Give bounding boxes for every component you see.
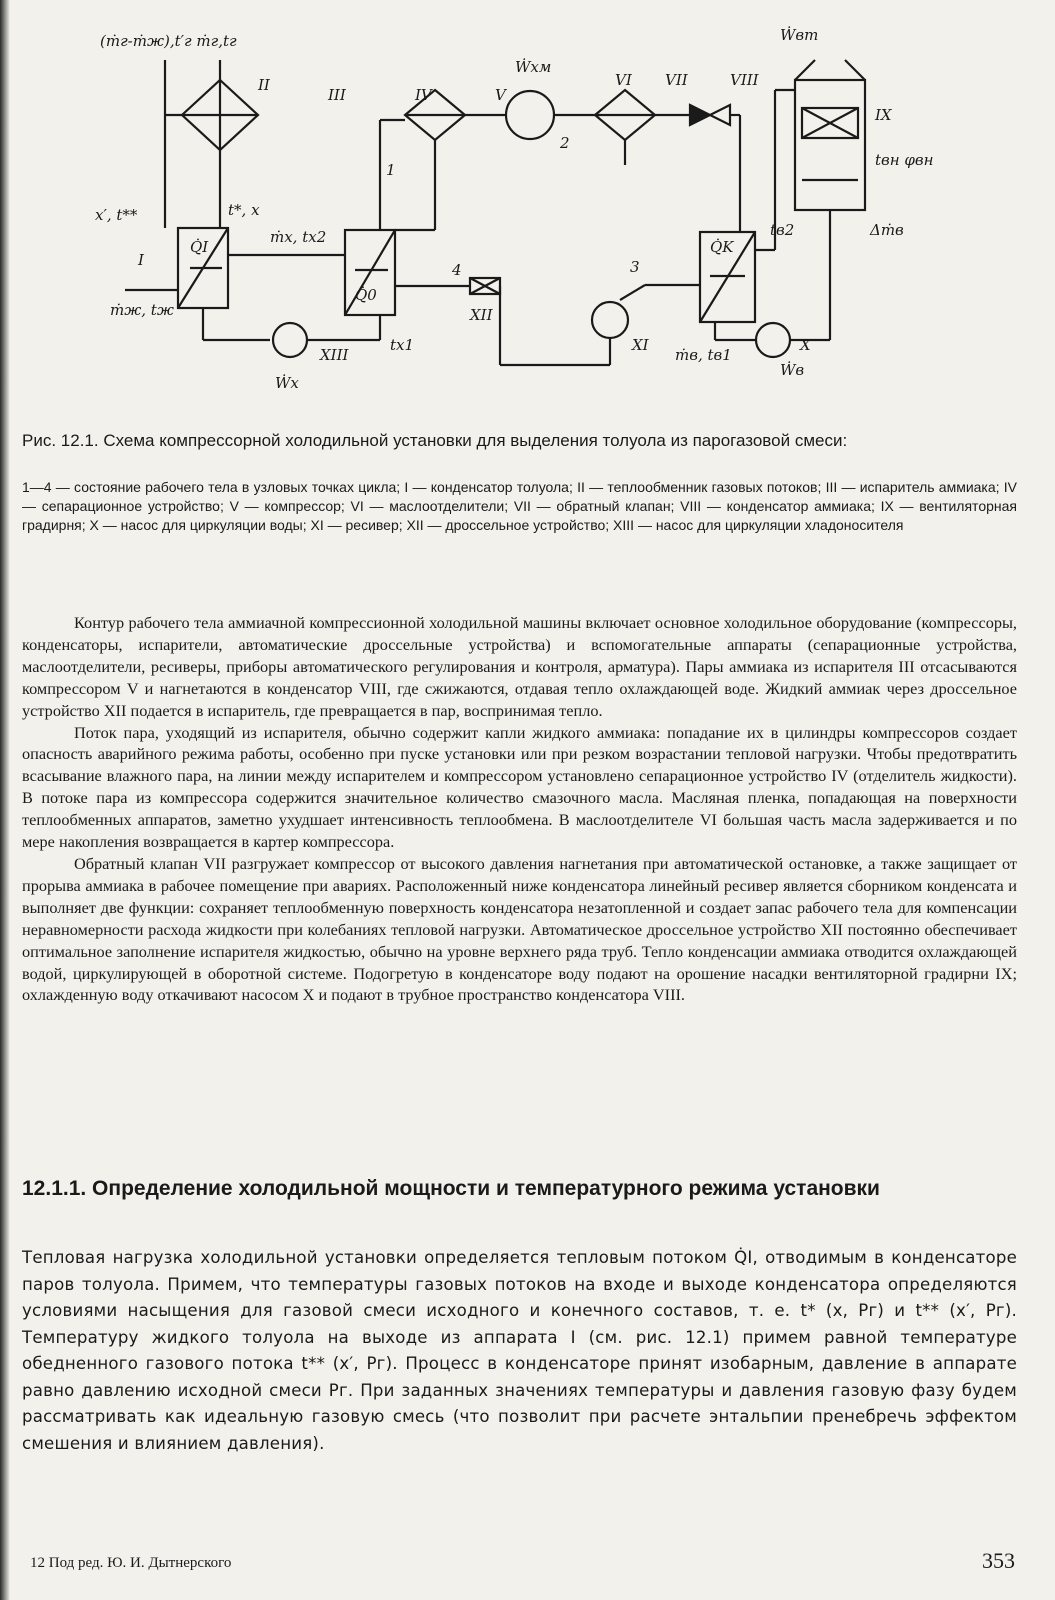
label-x-t2: x′, t** [95, 206, 138, 224]
footer-signature: 12 Под ред. Ю. И. Дытнерского [30, 1555, 232, 1571]
cooling-tower [795, 80, 865, 210]
label-q0: Q̇0 [355, 286, 377, 304]
compressor [506, 91, 554, 139]
label-dmb: Δṁв [870, 221, 904, 239]
water-pump [756, 323, 790, 357]
paragraph-1: Контур рабочего тела аммиачной компрессионной холодильной машины включает основное холодильное оборудование (компрессоры, конденсаторы, испарители, автоматические дроссельные устройства) и вспомогательные аппараты (сепарационные устройства, маслоотделители, ресиверы, приборы автоматического регулирования и контроля, арматура). Пары аммиака из испарителя III отсасываются компрессором V и нагнетаются в конденсатор VIII, где сжижаются, отдавая тепло охлаждающей воде. Жидкий аммиак через дроссельное устройство XII подается в испаритель, где превращается в пар, воспринимая тепло. [22, 613, 1017, 720]
label-water-top: Ẇвт [780, 26, 819, 44]
label-wb: Ẇв [780, 361, 805, 379]
label-i: I [138, 251, 144, 269]
label-xiii: XIII [320, 346, 349, 364]
label-mzh: ṁж, tж [110, 301, 174, 319]
label-ix: IX [875, 106, 892, 124]
label-xi: XI [632, 336, 649, 354]
label-state-4: 4 [452, 261, 462, 279]
section-paragraph: Тепловая нагрузка холодильной установки определяется тепловым потоком Q̇I, отводимым в конденсаторе паров толуола. Примем, что температуры газовых потоков на входе и выходе конденсатора определяются условиями насыщения для газовой смеси исходного и конечного составов, т. е. t* (x, Pг) и t** (x′, Pг). Температуру жидкого толуола на выходе из аппарата I (см. рис. 12.1) примем равной температуре обедненного газового потока t** (x′, Pг). Процесс в конденсаторе принят изобарным, давление в аппарате равно давлению исходной смеси Pг. При заданных значениях температуры и давления газовую фазу будем рассматривать как идеальную газовую смесь (что позволит при расчете энтальпии пренебречь эффектом смешения и влиянием давления). [22, 1248, 1017, 1453]
label-gas-flows: (ṁг-ṁж),t′г ṁг,tг [100, 32, 237, 50]
section-heading: 12.1.1. Определение холодильной мощности и температурного режима установки [22, 1177, 880, 1200]
label-x: X [800, 336, 811, 354]
label-state-3: 3 [630, 258, 640, 276]
page-number: 353 [982, 1548, 1015, 1573]
label-state-2: 2 [560, 134, 570, 152]
label-q1: Q̇I [190, 238, 209, 256]
label-tn-phi: tвн φвн [875, 151, 934, 169]
label-vi: VI [615, 71, 632, 89]
label-t-x: t*, x [228, 201, 260, 219]
body-text [22, 612, 1017, 1006]
label-qk: Q̇K [710, 238, 734, 256]
paragraph-2: Поток пара, уходящий из испарителя, обычно содержит капли жидкого аммиака: попадание их в цилиндры компрессоров создает опасность аварийного режима работы, особенно при пуске установки или при резком возрастании тепловой нагрузки. Чтобы предотвратить всасывание влажного пара, на линии между испарителем и компрессором установлено сепарационное устройство IV (отделитель жидкости). В потоке пара из компрессора содержится значительное количество смазочного масла. Масляная пленка, попадающая на поверхности теплообменных аппаратов, заметно ухудшает интенсивность теплообмена. В маслоотделителе VI большая часть масла задерживается и по мере накопления возвращается в картер компрессора. [22, 722, 1017, 852]
label-xii: XII [470, 306, 493, 324]
pump-brine [273, 323, 307, 357]
label-wx: Ẇx [275, 374, 299, 392]
label-ii: II [258, 76, 270, 94]
label-iii: III [328, 86, 346, 104]
label-tb2: tв2 [770, 221, 795, 239]
figure-legend: 1—4 — состояние рабочего тела в узловых точках цикла; I — конденсатор толуола; II — теплообменник газовых потоков; III — испаритель аммиака; IV — сепарационное устройство; V — компрессор; VI — маслоотделители; VII — обратный клапан; VIII — конденсатор аммиака; IX — вентиляторная градирня; X — насос для циркуляции воды; XI — ресивер; XII — дроссельное устройство; XIII — насос для циркуляции хладоносителя [22, 479, 1017, 533]
page-edge-shadow [0, 0, 10, 1600]
label-tx1: tx1 [390, 336, 415, 354]
label-state-1: 1 [386, 161, 396, 179]
label-vii: VII [665, 71, 688, 89]
label-iv: IV [415, 86, 432, 104]
label-compressor-work: Ẇхм [515, 58, 552, 76]
label-viii: VIII [730, 71, 759, 89]
section-text [22, 1245, 1017, 1457]
paragraph-3: Обратный клапан VII разгружает компрессор от высокого давления нагнетания при автоматической остановке, а также защищает от прорыва аммиака в рабочее помещение при авариях. Расположенный ниже конденсатора линейный ресивер является сборником конденсата и выполняет две функции: сохраняет теплообменную поверхность конденсатора незатопленной и создает запас рабочего тела для компенсации неравномерности расхода жидкости при колебаниях тепловой нагрузки. Автоматическое дроссельное устройство XII постоянно обеспечивает оптимальное заполнение испарителя жидкостью, обычно на уровне верхнего ряда труб. Тепло конденсации аммиака отводится охлаждающей водой, циркулирующей в оборотной системе. Подогретую в конденсаторе воду подают на орошение насадки вентиляторной градирни IX; охлажденную воду откачивают насосом X и подают в трубное пространство конденсатора VIII. [22, 853, 1017, 1005]
receiver [592, 302, 628, 338]
label-mx-tx2: ṁx, tx2 [270, 228, 327, 246]
label-v: V [495, 86, 506, 104]
refrigeration-scheme-diagram [90, 20, 1010, 420]
label-mb-tb1: ṁв, tв1 [675, 346, 732, 364]
figure-caption: Рис. 12.1. Схема компрессорной холодильной установки для выделения толуола из парогазовой смеси: [22, 431, 848, 450]
